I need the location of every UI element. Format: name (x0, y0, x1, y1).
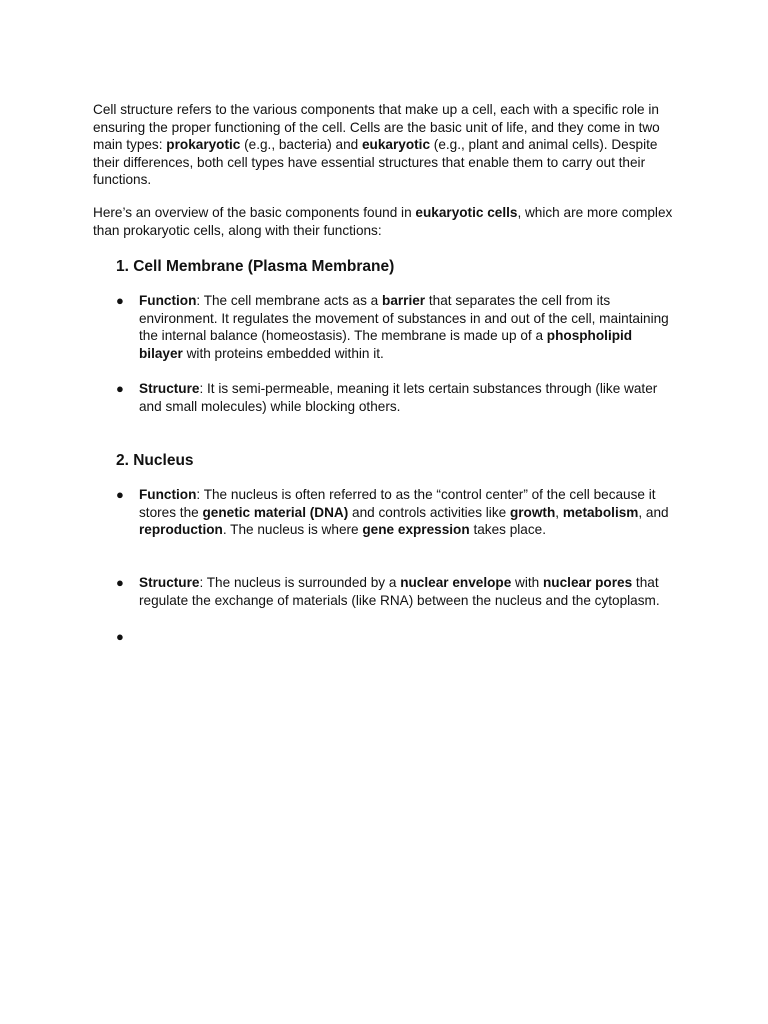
intro-text: (e.g., plant and animal cells). Despite their differences, both cell types have essential structures that enable them to carry out their functions. (93, 137, 658, 188)
item-text: with (511, 575, 543, 590)
item-label: Function (139, 487, 197, 502)
term-barrier: barrier (382, 293, 426, 308)
item-text: : The nucleus is surrounded by a (199, 575, 401, 590)
item-text: : The cell membrane acts as a (196, 293, 383, 308)
list-item-body (139, 380, 676, 415)
intro-text: (e.g., bacteria) and (240, 137, 362, 153)
bullet-icon: ● (116, 487, 124, 502)
list-item-body (139, 574, 676, 609)
overview-term-eukaryotic-cells: eukaryotic cells (415, 205, 518, 220)
list-item-body (139, 292, 676, 362)
item-text: and controls activities like (348, 504, 510, 520)
list-item-membrane-function (116, 292, 676, 362)
item-text: . The nucleus is where (222, 522, 363, 538)
term-nuclear-envelope: nuclear envelope (400, 575, 512, 590)
overview-paragraph (93, 204, 683, 239)
bullet-icon: ● (116, 381, 124, 396)
item-text: , and (638, 504, 669, 520)
bullet-icon: ● (116, 575, 124, 590)
item-label: Function (139, 293, 197, 308)
item-text: : The nucleus is often referred to as the “control center” of the cell because it stores the (139, 487, 656, 520)
list-item-nucleus-function (116, 486, 676, 539)
heading-cell-membrane: 1. Cell Membrane (Plasma Membrane) (116, 258, 395, 275)
term-gene-expression: gene expression (362, 522, 470, 538)
item-text: that regulate the exchange of materials (like RNA) between the nucleus and the cytoplasm. (139, 575, 660, 608)
term-reproduction: reproduction (139, 522, 223, 538)
item-label: Structure (139, 575, 200, 590)
item-text: with proteins embedded within it. (182, 345, 384, 361)
item-text: : It is semi-permeable, meaning it lets certain substances through (like water and small molecules) while blocking others. (139, 381, 658, 414)
term-growth: growth (509, 504, 556, 520)
heading-nucleus: 2. Nucleus (116, 452, 194, 469)
intro-text: Cell structure refers to the various components that make up a cell, each with a specific role in ensuring the proper functioning of the cell. Cells are the basic unit of life, and they come in two main types: (93, 102, 660, 153)
list-item-body (139, 486, 676, 539)
intro-term-eukaryotic: eukaryotic (362, 137, 431, 153)
list-item-nucleus-structure (116, 574, 676, 609)
list-item-membrane-structure (116, 380, 676, 415)
term-metabolism: metabolism (562, 504, 639, 520)
overview-text: , which are more complex than prokaryotic cells, along with their functions: (93, 205, 673, 238)
term-phospholipid-bilayer: phospholipid bilayer (139, 328, 633, 361)
intro-paragraph (93, 101, 683, 189)
bullet-icon: ● (116, 629, 124, 644)
item-text: , (555, 504, 563, 520)
term-genetic-material: genetic material (DNA) (202, 504, 349, 520)
item-text: that separates the cell from its environment. It regulates the movement of substances in and out of the cell, maintaining the internal balance (homeostasis). The membrane is made up of a (139, 293, 669, 344)
bullet-icon: ● (116, 293, 124, 308)
intro-term-prokaryotic: prokaryotic (166, 137, 241, 153)
overview-text: Here’s an overview of the basic components found in (93, 205, 416, 220)
item-text: takes place. (469, 522, 546, 538)
term-nuclear-pores: nuclear pores (543, 575, 633, 590)
item-label: Structure (139, 381, 200, 396)
